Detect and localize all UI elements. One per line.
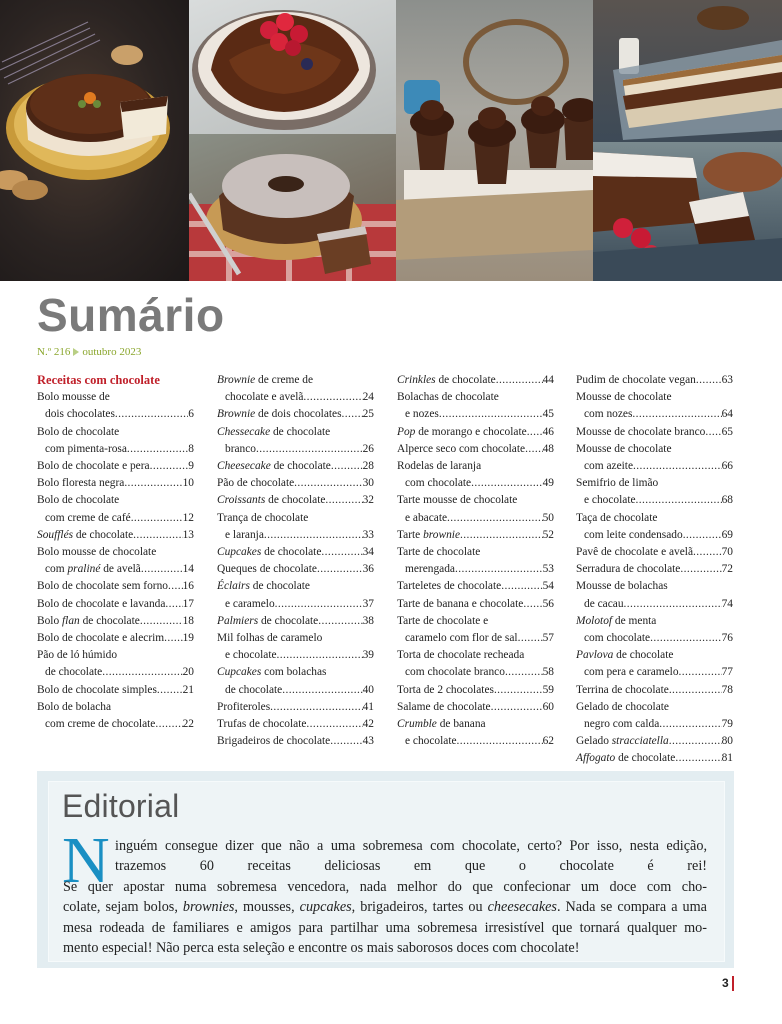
toc-page-number: 48 xyxy=(542,442,554,455)
chocolate-pudding-raspberries-photo xyxy=(189,0,396,134)
toc-page-number: 26 xyxy=(362,442,374,455)
toc-page-number: 41 xyxy=(362,700,374,713)
toc-page-number: 64 xyxy=(721,408,733,421)
toc-entry-title: Queques de chocolate xyxy=(217,563,317,576)
toc-page-number: 74 xyxy=(721,597,733,610)
toc-page-number: 57 xyxy=(542,632,554,645)
toc-column-2 xyxy=(217,372,374,750)
dot-leader xyxy=(115,406,188,423)
toc-entry-title: e chocolate xyxy=(584,494,636,507)
toc-entry-title: com nozes xyxy=(584,408,633,421)
dot-leader xyxy=(636,492,722,509)
toc-entry[interactable] xyxy=(576,510,733,544)
toc-entry[interactable] xyxy=(37,527,194,544)
toc-page-number: 16 xyxy=(182,580,194,593)
toc-page-number: 65 xyxy=(721,425,733,438)
toc-page-number: 18 xyxy=(182,614,194,627)
toc-entry-title: com praliné de avelã xyxy=(45,563,141,576)
toc-entry-title: Bolo de chocolate e lavanda xyxy=(37,597,166,610)
toc-entry-title: e caramelo xyxy=(225,597,275,610)
toc-entry-title: Brownie de creme de xyxy=(217,374,314,386)
toc-entry[interactable] xyxy=(397,647,554,681)
toc-entry-title: branco xyxy=(225,442,256,455)
dot-leader xyxy=(518,630,543,647)
toc-entry[interactable] xyxy=(576,475,733,509)
toc-entry-title: Pudim de chocolate vegan xyxy=(576,374,696,386)
toc-page-number: 50 xyxy=(542,511,554,524)
toc-page-number: 33 xyxy=(362,528,374,541)
toc-entry[interactable] xyxy=(397,699,554,716)
dot-leader xyxy=(679,664,722,681)
toc-entry-title: Taça de chocolate xyxy=(576,511,658,524)
dot-leader xyxy=(275,596,363,613)
toc-entry-title: Brigadeiros de chocolate xyxy=(217,735,331,748)
dot-leader xyxy=(471,475,543,492)
dot-leader xyxy=(669,682,722,699)
toc-entry-title: Croissants de chocolate xyxy=(217,494,326,507)
toc-page-number: 58 xyxy=(542,666,554,679)
dot-leader xyxy=(133,527,182,544)
page-title: Sumário xyxy=(37,289,225,341)
toc-entry[interactable] xyxy=(576,613,733,647)
toc-entry-title: Tarte de chocolate e xyxy=(397,614,489,627)
toc-entry-title: Molotof de menta xyxy=(576,614,657,627)
toc-entry-title: com creme de café xyxy=(45,511,131,524)
toc-page-number: 54 xyxy=(542,580,554,593)
toc-entry[interactable] xyxy=(37,578,194,595)
header-photo-strip xyxy=(0,0,782,281)
dot-leader xyxy=(624,596,722,613)
toc-entry-title: Torta de chocolate recheada xyxy=(397,649,525,662)
toc-page-number: 30 xyxy=(362,477,374,490)
toc-entry[interactable] xyxy=(397,424,554,441)
dot-leader xyxy=(306,716,362,733)
toc-entry-title: com leite condensado xyxy=(584,528,683,541)
dot-leader xyxy=(439,406,543,423)
dot-leader xyxy=(317,561,363,578)
toc-entry[interactable] xyxy=(397,492,554,526)
toc-entry-title: Bolo mousse de chocolate xyxy=(37,546,157,559)
dot-leader xyxy=(330,733,362,750)
dot-leader xyxy=(447,510,543,527)
toc-column-3 xyxy=(397,372,554,750)
toc-page-number: 28 xyxy=(362,460,374,473)
toc-entry-title: Trufas de chocolate xyxy=(217,718,307,731)
dot-leader xyxy=(168,578,183,595)
toc-page-number: 42 xyxy=(362,718,374,731)
dot-leader xyxy=(164,630,182,647)
toc-page-number: 21 xyxy=(182,683,194,696)
dot-leader xyxy=(523,596,542,613)
dot-leader xyxy=(496,372,543,389)
toc-entry[interactable] xyxy=(576,682,733,699)
chocolate-cupcakes-photo xyxy=(396,0,593,281)
toc-page-number: 53 xyxy=(542,563,554,576)
toc-entry[interactable] xyxy=(397,613,554,647)
dot-leader xyxy=(331,458,363,475)
section-title: Receitas com chocolate xyxy=(37,373,160,387)
toc-entry[interactable] xyxy=(217,699,374,716)
toc-page-number: 19 xyxy=(182,632,194,645)
toc-entry[interactable] xyxy=(576,699,733,733)
toc-page-number: 80 xyxy=(721,735,733,748)
toc-page-number: 6 xyxy=(188,408,194,421)
toc-page-number: 77 xyxy=(721,666,733,679)
dot-leader xyxy=(102,664,182,681)
dot-leader xyxy=(155,716,182,733)
toc-entry-title: Tarte de chocolate xyxy=(397,546,481,559)
toc-entry-title: Rodelas de laranja xyxy=(397,460,482,473)
toc-entry-title: caramelo com flor de sal xyxy=(405,632,518,645)
dot-leader xyxy=(696,372,722,389)
toc-page-number: 49 xyxy=(542,477,554,490)
layered-chocolate-dessert-photo xyxy=(593,0,782,142)
toc-entry-title: Pão de ló húmido xyxy=(37,649,118,662)
dot-leader xyxy=(693,544,722,561)
toc-page-number: 78 xyxy=(721,683,733,696)
toc-page-number: 66 xyxy=(721,460,733,473)
dot-leader xyxy=(342,406,363,423)
toc-page-number: 32 xyxy=(362,494,374,507)
toc-entry[interactable] xyxy=(217,544,374,561)
toc-entry-title: Serradura de chocolate xyxy=(576,563,681,576)
toc-entry-title: de cacau xyxy=(584,597,624,610)
dot-leader xyxy=(282,682,362,699)
toc-page-number: 59 xyxy=(542,683,554,696)
editorial-line: mento especial! Não perca esta seleção e encontre os mais saborosos doces com chocolate! xyxy=(63,940,580,957)
toc-entry[interactable] xyxy=(217,406,374,423)
toc-page-number: 70 xyxy=(721,546,733,559)
toc-entry[interactable] xyxy=(397,389,554,423)
toc-entry-title: Torta de 2 chocolates xyxy=(397,683,494,696)
toc-entry-title: Bolachas de chocolate xyxy=(397,391,499,404)
toc-entry-title: Mousse de chocolate branco xyxy=(576,425,706,438)
toc-entry-title: Pavlova de chocolate xyxy=(576,649,674,662)
toc-entry-title: Tarte brownie xyxy=(397,528,461,541)
toc-entry-title: e chocolate xyxy=(225,649,277,662)
toc-entry[interactable] xyxy=(397,458,554,492)
toc-entry-title: Bolo de chocolate xyxy=(37,425,120,438)
dot-leader xyxy=(325,492,362,509)
toc-entry-title: Bolo flan de chocolate xyxy=(37,614,140,627)
toc-page-number: 10 xyxy=(182,477,194,490)
toc-column-4 xyxy=(576,372,733,768)
toc-entry[interactable] xyxy=(217,716,374,733)
toc-entry[interactable] xyxy=(217,458,374,475)
dot-leader xyxy=(680,561,721,578)
toc-entry-title: Palmiers de chocolate xyxy=(217,614,319,627)
toc-entry-title: Cheesecake de chocolate xyxy=(217,460,331,473)
toc-entry[interactable] xyxy=(576,647,733,681)
toc-entry-title: Pop de morango e chocolate xyxy=(397,425,527,438)
dot-leader xyxy=(491,699,543,716)
triangle-icon xyxy=(73,348,79,356)
editorial-title: Editorial xyxy=(62,788,180,824)
dot-leader xyxy=(150,458,189,475)
editorial-text xyxy=(63,836,707,958)
dot-leader xyxy=(318,613,362,630)
dot-leader xyxy=(675,750,721,767)
editorial-line: colate, sejam bolos, brownies, mousses, cupcakes, brigadeiros, tartes ou cheesecakes. Nada se compara a uma xyxy=(63,899,707,916)
toc-entry-title: chocolate e avelã xyxy=(225,391,304,404)
dot-leader xyxy=(683,527,722,544)
toc-entry-title: Gelado stracciatella xyxy=(576,735,669,748)
dot-leader xyxy=(632,406,721,423)
toc-entry[interactable] xyxy=(397,441,554,458)
dot-leader xyxy=(140,613,183,630)
toc-entry-title: Mil folhas de caramelo xyxy=(217,632,323,645)
toc-entry[interactable] xyxy=(217,630,374,664)
toc-page-number: 8 xyxy=(188,442,194,455)
toc-entry[interactable] xyxy=(397,682,554,699)
toc-entry-title: com chocolate xyxy=(405,477,472,490)
toc-entry-title: com pera e caramelo xyxy=(584,666,679,679)
toc-page-number: 72 xyxy=(721,563,733,576)
toc-entry-title: Mousse de bolachas xyxy=(576,580,668,593)
toc-entry[interactable] xyxy=(217,613,374,630)
dot-leader xyxy=(527,424,543,441)
toc-entry[interactable] xyxy=(217,561,374,578)
toc-entry[interactable] xyxy=(37,647,194,681)
toc-entry-title: de chocolate xyxy=(225,683,283,696)
toc-entry[interactable] xyxy=(576,372,733,389)
toc-page-number: 43 xyxy=(362,735,374,748)
toc-page-number: 14 xyxy=(182,563,194,576)
toc-entry[interactable] xyxy=(217,664,374,698)
toc-page-number: 37 xyxy=(362,597,374,610)
toc-entry[interactable] xyxy=(397,527,554,544)
toc-entry-title: Alperce seco com chocolate xyxy=(397,442,526,455)
toc-page-number: 60 xyxy=(542,700,554,713)
toc-entry[interactable] xyxy=(37,682,194,699)
dot-leader xyxy=(650,630,722,647)
toc-entry-title: negro com calda xyxy=(584,718,660,731)
toc-entry[interactable] xyxy=(37,699,194,733)
toc-entry-title: com azeite xyxy=(584,460,634,473)
issue-info xyxy=(37,346,141,358)
issue-number: N.º 216 xyxy=(37,346,71,358)
dot-leader xyxy=(460,527,543,544)
toc-entry-title: Chessecake de chocolate xyxy=(217,425,331,438)
dot-leader xyxy=(321,544,362,561)
dot-leader xyxy=(294,475,362,492)
toc-entry[interactable] xyxy=(37,630,194,647)
editorial-line: trazemos 60 receitas deliciosas em que o chocolate é rei! xyxy=(115,858,707,875)
toc-entry-title: Gelado de chocolate xyxy=(576,700,669,713)
toc-entry-title: Bolo floresta negra xyxy=(37,477,125,490)
toc-page-number: 13 xyxy=(182,528,194,541)
chocolate-cheesecake-photo xyxy=(0,0,189,281)
dot-leader xyxy=(165,596,182,613)
toc-page-number: 12 xyxy=(182,511,194,524)
dot-leader xyxy=(264,527,363,544)
toc-entry[interactable] xyxy=(217,475,374,492)
toc-entry[interactable] xyxy=(397,544,554,578)
toc-entry-title: Mousse de chocolate xyxy=(576,442,672,455)
toc-page-number: 46 xyxy=(542,425,554,438)
toc-entry-title: Bolo de bolacha xyxy=(37,700,112,713)
chocolate-bundt-cake-photo xyxy=(189,134,396,281)
editorial-line: inguém consegue dizer que não a uma sobremesa com chocolate, certo? Por isso, nesta edição, xyxy=(115,838,707,854)
toc-entry-title: Affogato de chocolate xyxy=(576,752,676,765)
dot-leader xyxy=(705,424,721,441)
dot-leader xyxy=(127,441,188,458)
toc-entry-title: e abacate xyxy=(405,511,448,524)
toc-page-number: 34 xyxy=(362,546,374,559)
toc-entry[interactable] xyxy=(217,492,374,509)
toc-entry[interactable] xyxy=(37,596,194,613)
toc-entry[interactable] xyxy=(217,510,374,544)
chocolate-mousse-cake-photo xyxy=(593,142,782,281)
toc-entry[interactable] xyxy=(576,578,733,612)
toc-entry-title: Profiteroles xyxy=(217,700,271,713)
toc-entry-title: Semifrio de limão xyxy=(576,477,659,490)
toc-page-number: 17 xyxy=(182,597,194,610)
toc-entry[interactable] xyxy=(217,733,374,750)
toc-entry[interactable] xyxy=(397,372,554,389)
editorial-line: mesa rodeada de familiares e amigos para partilhar uma sobremesa irresistível que tornará qualquer mo- xyxy=(63,919,707,936)
toc-entry-title: Tarte mousse de chocolate xyxy=(397,494,518,507)
dot-leader xyxy=(455,561,543,578)
dot-leader xyxy=(494,682,543,699)
toc-entry-title: com chocolate branco xyxy=(405,666,505,679)
toc-entry-title: Éclairs de chocolate xyxy=(217,580,310,593)
toc-entry-title: Crinkles de chocolate xyxy=(397,374,496,386)
page-number-bar xyxy=(732,976,734,991)
toc-entry-title: e nozes xyxy=(405,408,439,421)
page-number: 3 xyxy=(722,976,729,990)
toc-entry-title: Trança de chocolate xyxy=(217,511,309,524)
toc-entry-title: Pavê de chocolate e avelã xyxy=(576,546,694,559)
toc-entry-title: dois chocolates xyxy=(45,408,115,421)
toc-page-number: 36 xyxy=(362,563,374,576)
toc-entry-title: com chocolate xyxy=(584,632,651,645)
dot-leader xyxy=(270,699,362,716)
toc-entry[interactable] xyxy=(37,544,194,578)
toc-page-number: 63 xyxy=(721,374,733,386)
dot-leader xyxy=(501,578,542,595)
toc-entry[interactable] xyxy=(397,596,554,613)
toc-entry-title: com pimenta-rosa xyxy=(45,442,127,455)
toc-page-number: 20 xyxy=(182,666,194,679)
toc-entry[interactable] xyxy=(37,458,194,475)
toc-page-number: 56 xyxy=(542,597,554,610)
toc-page-number: 22 xyxy=(182,718,194,731)
toc-entry-title: Bolo de chocolate e pera xyxy=(37,460,150,473)
toc-page-number: 79 xyxy=(721,718,733,731)
toc-entry-title: Soufflés de chocolate xyxy=(37,528,134,541)
toc-entry[interactable] xyxy=(576,389,733,423)
toc-entry[interactable] xyxy=(576,561,733,578)
toc-entry[interactable] xyxy=(576,441,733,475)
toc-entry[interactable] xyxy=(37,613,194,630)
toc-entry-title: com creme de chocolate xyxy=(45,718,156,731)
toc-entry-title: Bolo de chocolate e alecrim xyxy=(37,632,165,645)
dot-leader xyxy=(277,647,363,664)
toc-entry-title: Bolo de chocolate xyxy=(37,494,120,507)
toc-entry-title: Crumble de banana xyxy=(397,718,486,731)
toc-entry[interactable] xyxy=(397,578,554,595)
toc-page-number: 39 xyxy=(362,649,374,662)
toc-page-number: 40 xyxy=(362,683,374,696)
toc-entry-title: Cupcakes com bolachas xyxy=(217,666,327,679)
toc-page-number: 38 xyxy=(362,614,374,627)
toc-page-number: 52 xyxy=(542,528,554,541)
toc-page-number: 69 xyxy=(721,528,733,541)
dot-leader xyxy=(124,475,182,492)
dot-leader xyxy=(525,441,543,458)
toc-entry-title: Tarte de banana e chocolate xyxy=(397,597,524,610)
toc-entry[interactable] xyxy=(37,424,194,458)
dot-leader xyxy=(659,716,721,733)
toc-entry[interactable] xyxy=(37,492,194,526)
toc-entry[interactable] xyxy=(397,716,554,750)
dot-leader xyxy=(457,733,543,750)
toc-entry-title: merengada xyxy=(405,563,455,576)
dot-leader xyxy=(669,733,722,750)
toc-page-number: 76 xyxy=(721,632,733,645)
toc-entry[interactable] xyxy=(217,578,374,612)
editorial-dropcap: N xyxy=(62,824,110,897)
toc-entry-title: Salame de chocolate xyxy=(397,700,491,713)
toc-entry-title: Pão de chocolate xyxy=(217,477,295,490)
toc-entry-title: Terrina de chocolate xyxy=(576,683,669,696)
dot-leader xyxy=(131,510,183,527)
toc-entry-title: Tarteletes de chocolate xyxy=(397,580,502,593)
dot-leader xyxy=(505,664,543,681)
toc-entry[interactable] xyxy=(217,372,374,406)
toc-entry-title: Bolo mousse de xyxy=(37,391,110,404)
toc-entry[interactable] xyxy=(576,733,733,750)
dot-leader xyxy=(633,458,722,475)
toc-entry[interactable] xyxy=(576,544,733,561)
toc-column-1 xyxy=(37,372,194,733)
toc-page-number: 68 xyxy=(721,494,733,507)
toc-page-number: 62 xyxy=(542,735,554,748)
toc-entry-title: Bolo de chocolate sem forno xyxy=(37,580,168,593)
toc-page-number: 9 xyxy=(188,460,194,473)
toc-page-number: 81 xyxy=(721,752,733,765)
dot-leader xyxy=(303,389,362,406)
toc-page-number: 25 xyxy=(362,408,374,421)
toc-entry-title: Mousse de chocolate xyxy=(576,391,672,404)
toc-entry-title: e laranja xyxy=(225,528,264,541)
toc-entry-title: de chocolate xyxy=(45,666,103,679)
issue-date: outubro 2023 xyxy=(82,346,142,358)
toc-entry-title: Bolo de chocolate simples xyxy=(37,683,157,696)
toc-entry[interactable] xyxy=(217,424,374,458)
toc-entry-title: e chocolate xyxy=(405,735,457,748)
toc-page-number: 45 xyxy=(542,408,554,421)
toc-entry[interactable] xyxy=(576,424,733,441)
toc-entry[interactable] xyxy=(37,475,194,492)
dot-leader xyxy=(157,682,183,699)
toc-entry[interactable] xyxy=(576,750,733,767)
toc-page-number: 24 xyxy=(362,391,374,404)
toc-entry-title: Brownie de dois chocolates xyxy=(217,408,342,421)
toc-entry-title: Cupcakes de chocolate xyxy=(217,546,322,559)
dot-leader xyxy=(141,561,183,578)
editorial-line: Se quer apostar numa sobremesa vencedora, nada melhor do que confecionar um doce com cho- xyxy=(63,878,707,895)
dot-leader xyxy=(256,441,363,458)
toc-entry[interactable] xyxy=(37,389,194,423)
toc-page-number: 44 xyxy=(542,374,554,386)
